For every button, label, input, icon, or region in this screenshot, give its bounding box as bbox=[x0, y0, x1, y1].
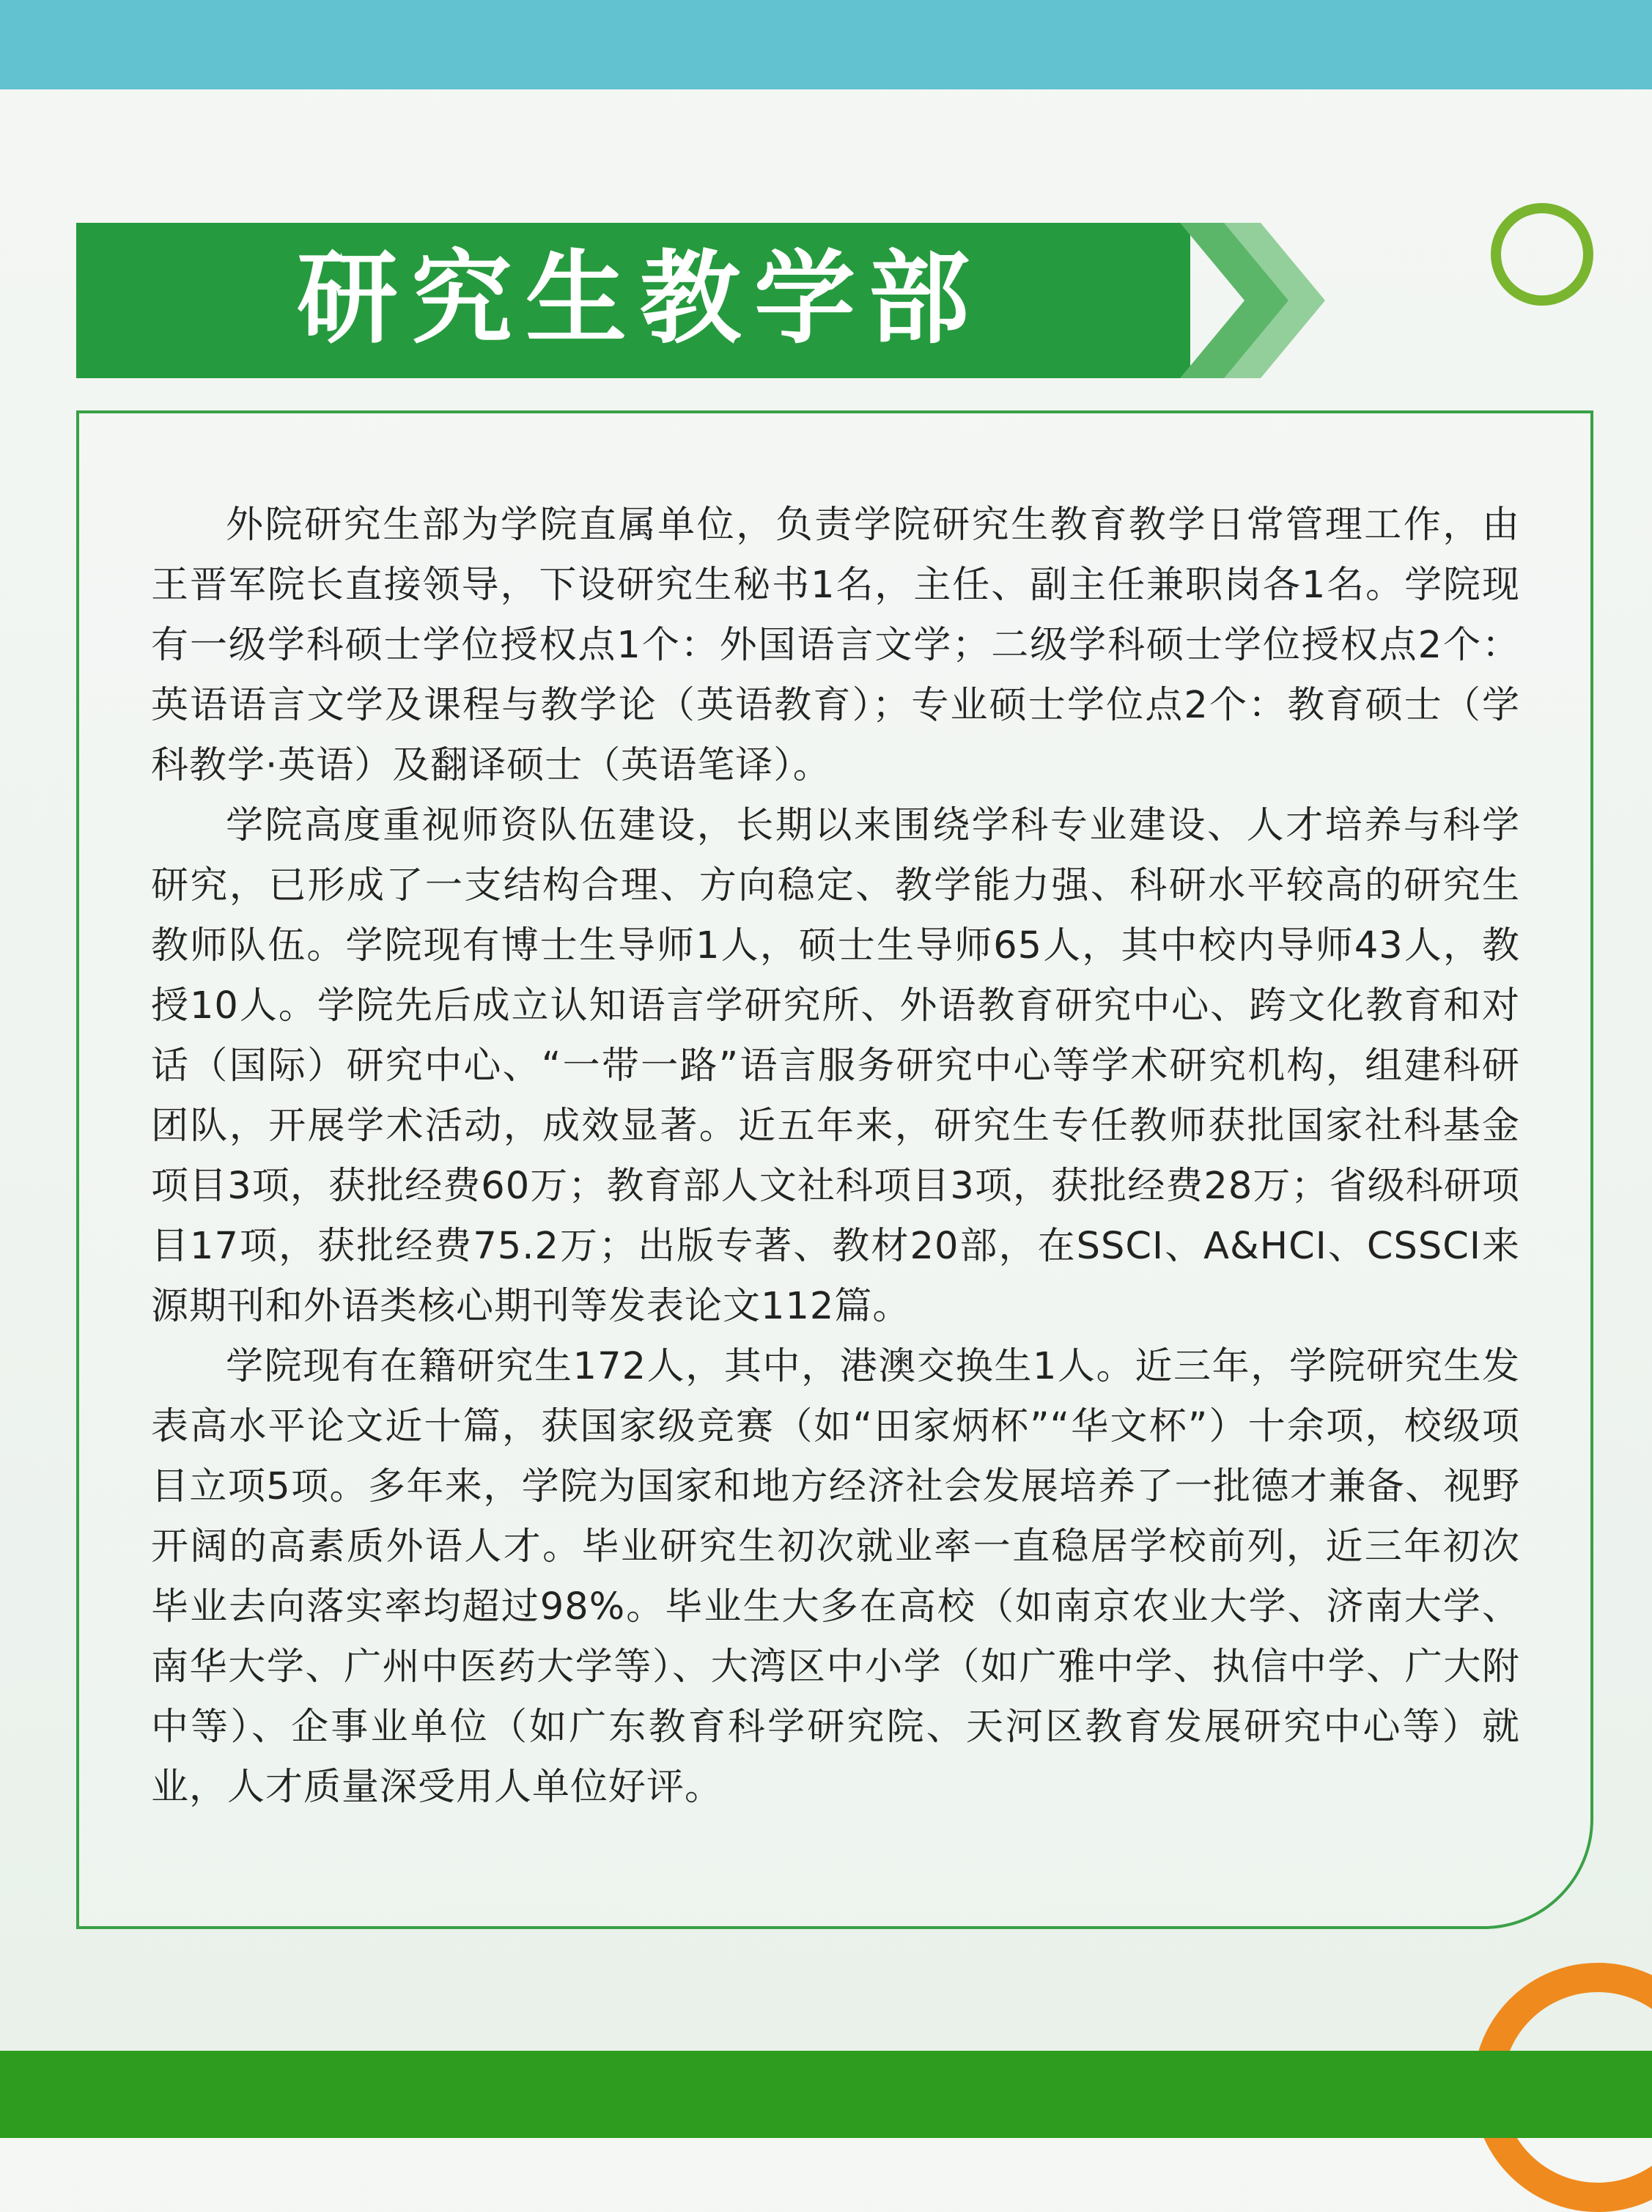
paragraph-intro: 外院研究生部为学院直属单位，负责学院研究生教育教学日常管理工作，由王晋军院长直接领导，下设研究生秘书1名，主任、副主任兼职岗各1名。学院现有一级学科硕士学位授权点1个：外国语言文学；二级学科硕士学位授权点2个：英语语言文学及课程与教学论（英语教育）；专业硕士学位点2个：教育硕士（学科教学·英语）及翻译硕士（英语笔译）。 bbox=[151, 504, 1520, 787]
top-header-bar bbox=[0, 0, 1652, 89]
paragraph-faculty: 学院高度重视师资队伍建设，长期以来围绕学科专业建设、人才培养与科学研究，已形成了一支结构合理、方向稳定、教学能力强、科研水平较高的研究生教师队伍。学院现有博士生导师1人，硕士生导师65人，其中校内导师43人，教授10人。学院先后成立认知语言学研究所、外语教育研究中心、跨文化教育和对话（国际）研究中心、“一带一路”语言服务研究中心等学术研究机构，组建科研团队，开展学术活动，成效显著。近五年来，研究生专任教师获批国家社科基金项目3项，获批经费60万；教育部人文社科项目3项，获批经费28万；省级科研项目17项，获批经费75.2万；出版专著、教材20部，在SSCI、A&HCI、CSSCI来源期刊和外语类核心期刊等发表论文112篇。 bbox=[151, 804, 1520, 1328]
page-title: 研究生教学部 bbox=[297, 240, 984, 358]
chevron-arrows-icon bbox=[1158, 223, 1327, 378]
body-text bbox=[151, 495, 1520, 1818]
paragraph-students: 学院现有在籍研究生172人，其中，港澳交换生1人。近三年，学院研究生发表高水平论文近十篇，获国家级竞赛（如“田家炳杯”“华文杯”）十余项，校级项目立项5项。多年来，学院为国家和地方经济社会发展培养了一批德才兼备、视野开阔的高素质外语人才。毕业研究生初次就业率一直稳居学校前列，近三年初次毕业去向落实率均超过98%。毕业生大多在高校（如南京农业大学、济南大学、南华大学、广州中医药大学等）、大湾区中小学（如广雅中学、执信中学、广大附中等）、企事业单位（如广东教育科学研究院、天河区教育发展研究中心等）就业，人才质量深受用人单位好评。 bbox=[151, 1345, 1520, 1809]
decorative-ring bbox=[1491, 203, 1593, 306]
bottom-footer-bar bbox=[0, 2051, 1652, 2138]
